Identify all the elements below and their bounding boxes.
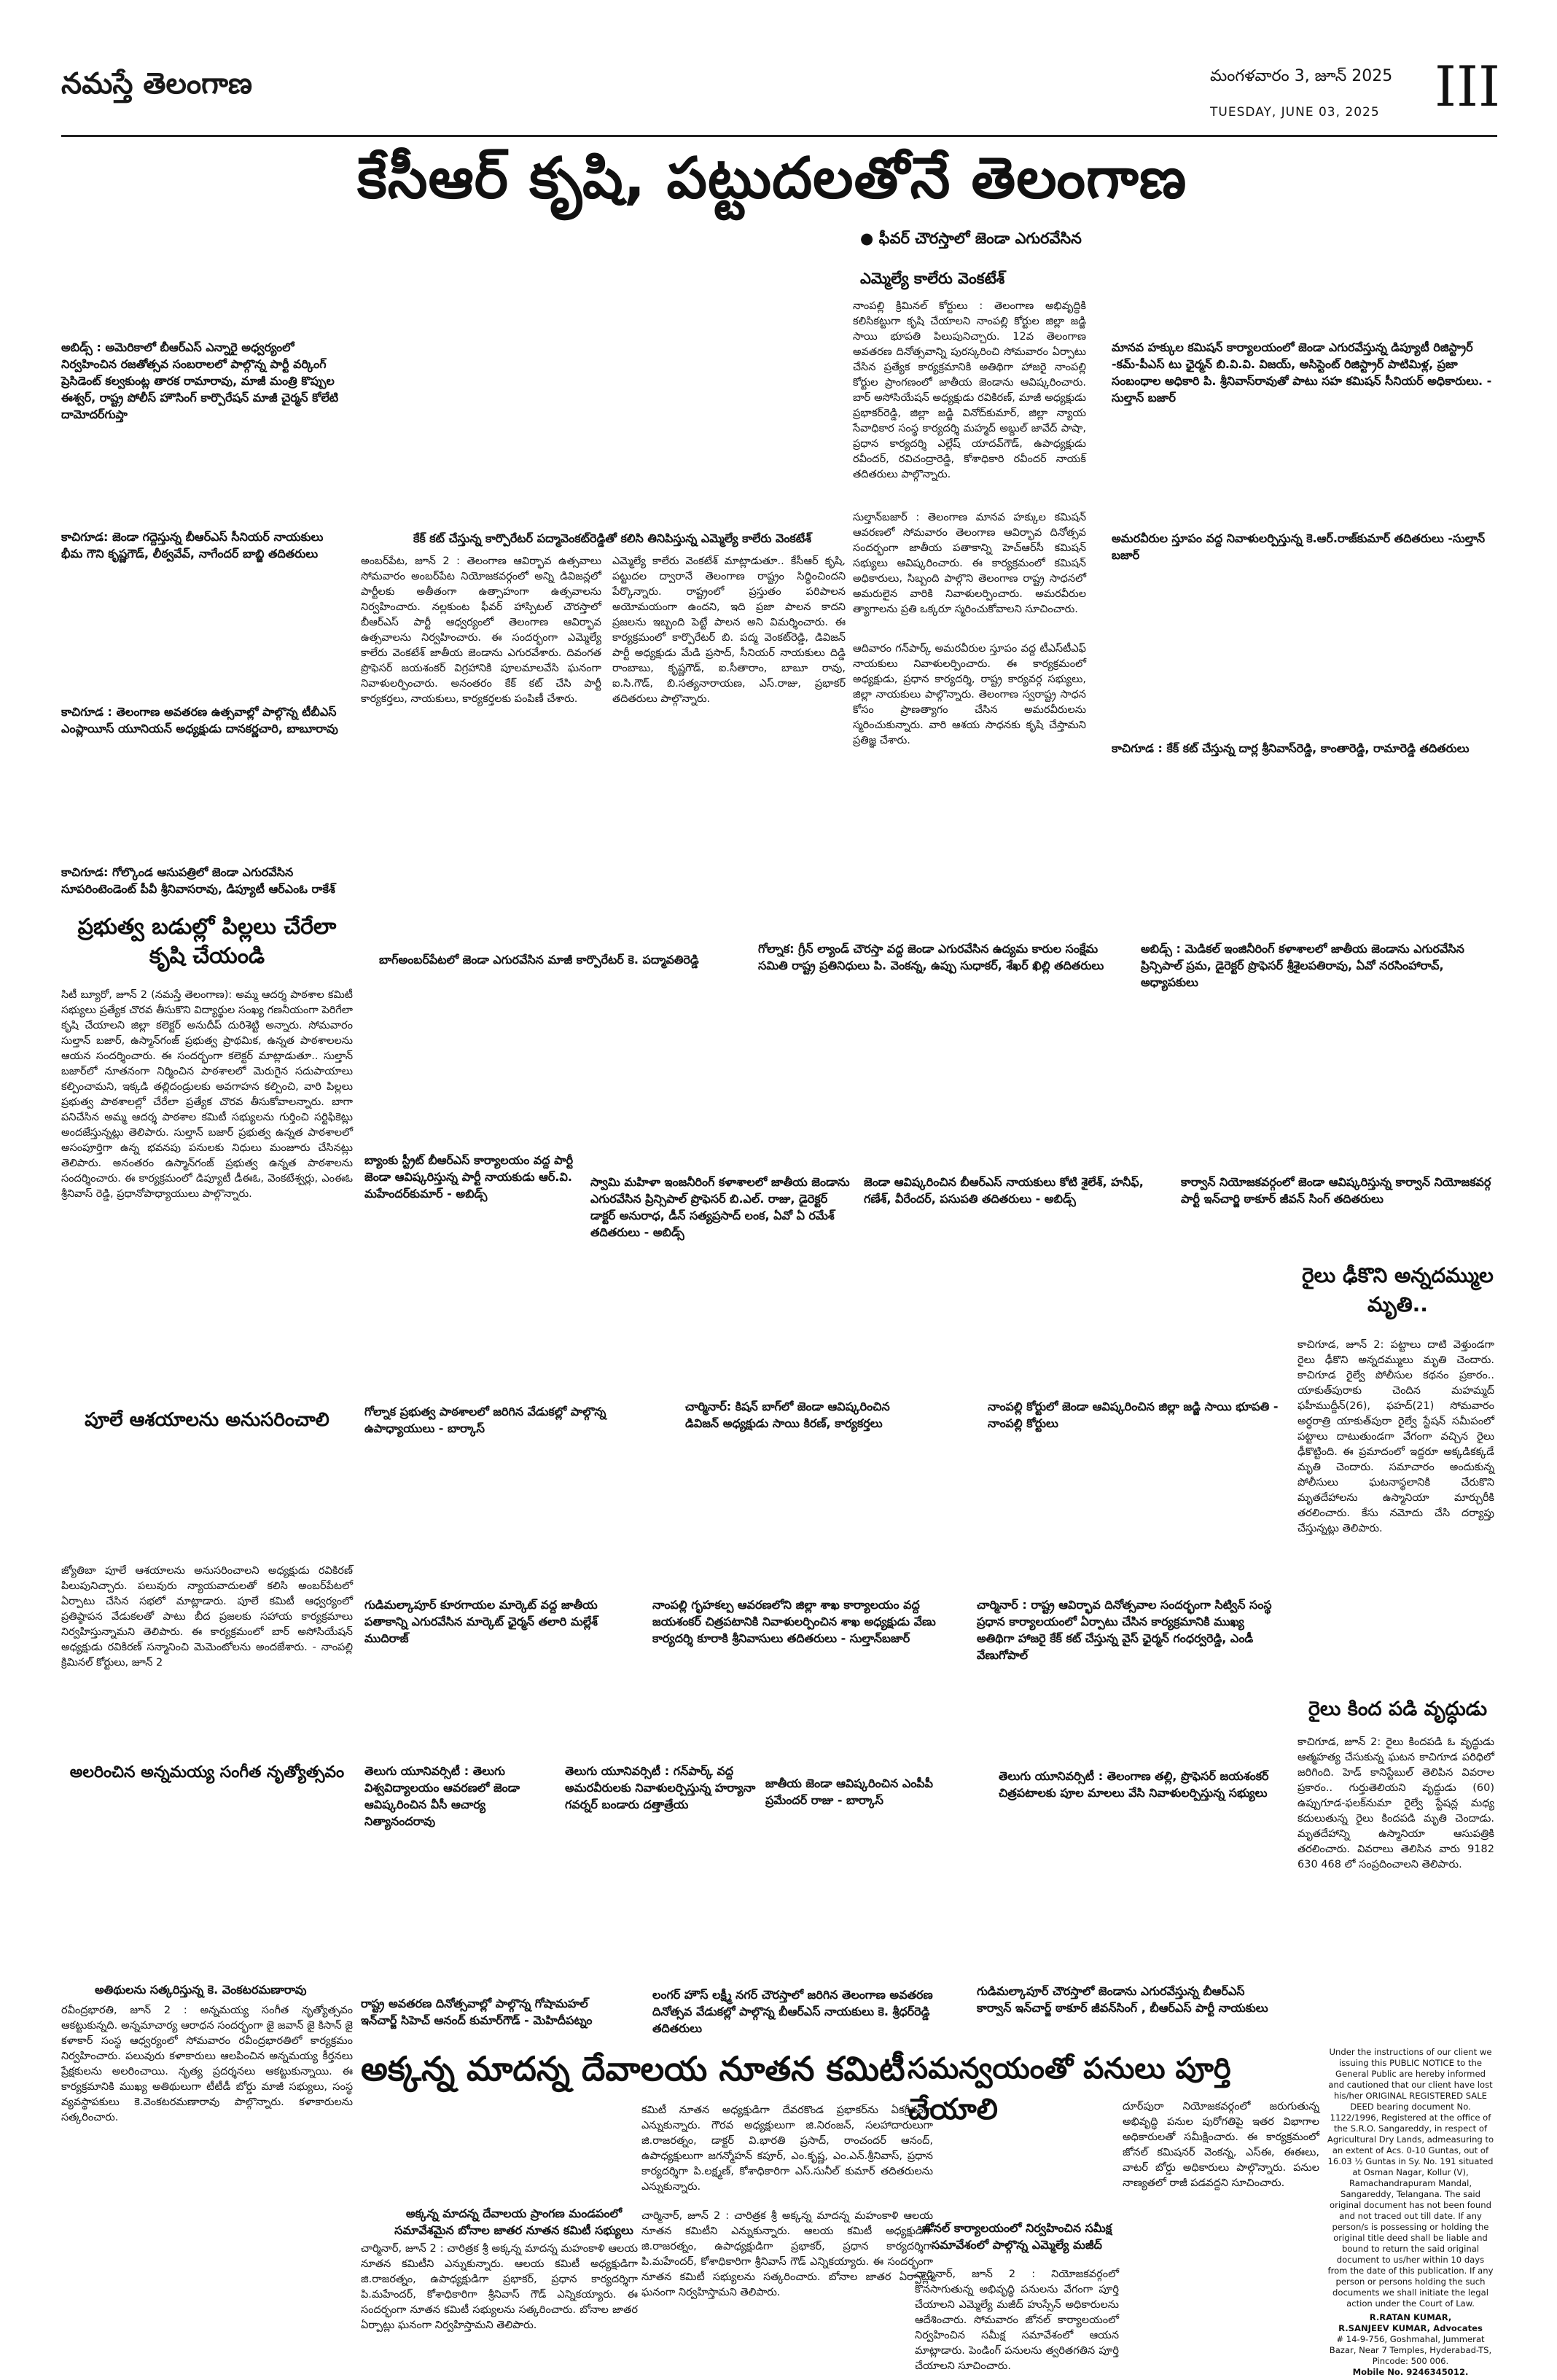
photo-caption: రాష్ట్ర అవతరణ దినోత్సవాల్లో పాల్గొన్న గోషామహల్ ఇన్‌చార్జ్ సిహెచ్ ఆనంద్ కుమార్‌గౌడ్ - మెహిదీపట్నం (361, 1997, 593, 2027)
photo-caption: కాచిగూడ : కేక్ కట్ చేస్తున్న దార్ల శ్రీనివాస్‌రెడ్డి, కాంతారెడ్డి, రామారెడ్డి తదితరులు (1112, 741, 1470, 755)
masthead-rule (61, 135, 1497, 137)
photo-caption: అబిడ్స్ : మెడికల్ ఇంజినీరింగ్ కళాశాలలో జాతీయ జెండాను ఎగురవేసిన ప్రిన్సిపాల్ ప్రమ, డైరెక్టర్ ప్రొఫెసర్ శ్రీశైలపతిరావు, ఏవో నరసింహారావ్, అధ్యాపకులు (1141, 942, 1464, 989)
photo-caption: చార్మినార్: కిషన్ బాగ్‌లో జెండా ఆవిష్కరించిన డివిజన్ అధ్యక్షుడు సాయి కిరణ్, కార్యకర్తలు (685, 1400, 890, 1430)
photo-caption: నాంపల్లి కోర్టులో జెండా ఆవిష్కరించిన జిల్లా జడ్జి సాయి భూపతి - నాంపల్లి కోర్టులు (988, 1400, 1279, 1430)
story-title: రైలు ఢీకొని అన్నదమ్ముల మృతి.. (1302, 1263, 1494, 1316)
story-body: కాచిగూడ, జూన్ 2: రైలు కిందపడి ఓ వృద్ధుడు ఆత్మహత్య చేసుకున్న ఘటన కాచిగూడ పరిధిలో జరిగింది. హెడ్ కానిస్టేబుల్ తెలిపిన వివరాల ప్రకారం.. గుర్తుతెలియని వృద్ధుడు (60) ఉప్పుగూడ-ఫలక్‌నుమా రైల్వే స్టేషన్ల మధ్య కదులుతున్న రైలు కిందపడి మృతి చెందాడు. మృతదేహాన్ని ఉస్మానియా ఆసుపత్రికి తరలించారు. వివరాలు తెలిసిన వారు 9182 630 468 లో సంప్రదించాలని తెలిపారు. (1298, 1736, 1494, 1870)
date-telugu: మంగళవారం 3, జూన్ 2025 (1210, 67, 1393, 85)
top-headline: కేసీఆర్ కృషి, పట్టుదలతోనే తెలంగాణ (357, 146, 1187, 211)
photo-caption: కార్వాన్ నియోజకవర్గంలో జెండా ఆవిష్కరిస్తున్న కార్వాన్ నియోజకవర్గ పార్టీ ఇన్‌చార్జి ఠాకూర్ జీవన్ సింగ్ తదితరులు (1181, 1175, 1491, 1206)
top-story-body: నాంపల్లి క్రిమినల్ కోర్టులు : తెలంగాణ అభివృద్ధికి కలిసికట్టుగా కృషి చేయాలని నాంపల్లి కోర్టుల జిల్లా జడ్జి సాయి భూపతి పిలుపునిచ్చారు. 12వ తెలంగాణ అవతరణ దినోత్సవాన్ని పురస్కరించి సోమవారం ఏర్పాటు చేసిన ప్రత్యేక కార్యక్రమానికి అతిథిగా హాజరై నాంపల్లి కోర్టుల ప్రాంగణంలో జాతీయ జెండాను ఆవిష్కరించారు. బార్ అసోసియేషన్ అధ్యక్షుడు రవికిరణ్, మాజీ అధ్యక్షుడు ప్రభాకర్‌రెడ్డి, జిల్లా జడ్జి వినోద్‌కుమార్, జిల్లా న్యాయ సేవాధికార సంస్థ కార్యదర్శి మహ్మద్ అబ్దుల్ జావేద్ పాషా, ప్రధాన కార్యదర్శి ఎల్లేష్ యాదవ్‌గౌడ్, ఉపాధ్యక్షుడు రవీందర్, రవిచంద్రారెడ్డి, కోశాధికారి రవీందర్ నాయక్ తదితరులు పాల్గొన్నారు. (853, 300, 1086, 480)
photo-caption: బాగ్‌అంబర్‌పేటలో జెండా ఎగురవేసిన మాజీ కార్పొరేటర్ కె. పద్మావతిరెడ్డి (379, 953, 699, 967)
photo-caption: జెండా ఆవిష్కరించిన బీఆర్‌ఎస్ నాయకులు కోటి శైలేశ్, హనీఫ్, గణేశ్, వీరేందర్, పసుపతి తదితరులు - అబిడ్స్ (864, 1175, 1144, 1206)
photo-caption: నాంపల్లి గృహకల్ప ఆవరణలోని జిల్లా శాఖ కార్యాలయం వద్ద జయశంకర్ చిత్రపటానికి నివాళులర్పించిన శాఖ అధ్యక్షుడు వేణు కార్యదర్శి కూరాకి శ్రీనివాసులు తదితరులు - సుల్తాన్‌బజార్ (652, 1598, 936, 1645)
photo-caption: మానవ హక్కుల కమిషన్ కార్యాలయంలో జెండా ఎగురవేస్తున్న డిప్యూటీ రిజిస్ట్రార్ -కమ్-పీఎస్ టు ఛైర్మన్ బి.వి.వి. విజయ్, అసిస్టెంట్ రిజిస్ట్రార్ పాటిమిళ్ల, ప్రజా సంబంధాల అధికారి పి. శ్రీనివాస్‌రావుతో పాటు సహ కమిషన్ సీనియర్ అధికారులు. - సుల్తాన్ బజార్ (1112, 340, 1492, 405)
legal-notice-signatory: R.SANJEEV KUMAR, Advocates (1338, 2323, 1483, 2333)
story-body: కమిటీ నూతన అధ్యక్షుడిగా దేవరకొండ ప్రభాకర్‌ను ఏకగ్రీవంగా ఎన్నుకున్నారు. గౌరవ అధ్యక్షులుగా జి.నిరంజన్, సలహాదారులుగా జి.రాజరత్నం, డాక్టర్ వి.భారతి ప్రసాద్, రాంచందర్ ఆనంద్, ఉపాధ్యక్షులుగా జగన్మోహన్ కపూర్, ఎం.కృష్ణ, ఎం.ఎన్.శ్రీనివాస్, ప్రధాన కార్యదర్శిగా పి.లక్ష్మణ్, కోశాధికారిగా ఎస్.సునీల్ కుమార్ తదితరులను ఎన్నుకున్నారు. (641, 2104, 933, 2193)
photo-caption: కేక్ కట్ చేస్తున్న కార్పొరేటర్ పద్మావెంకట్‌రెడ్డితో కలిసి తినిపిస్తున్న ఎమ్మెల్యే కాలేరు వెంకటేశ్ (413, 531, 811, 545)
story-title: అలరించిన అన్నమయ్య సంగీత నృత్యోత్సవం (69, 1763, 345, 1782)
photo-caption: కాచిగూడ: గోల్కొండ ఆసుపత్రిలో జెండా ఎగురవేసిన సూపరింటెండెంట్ పీవీ శ్రీనివాసరావు, డిప్యూటీ ఆర్‌ఎంఓ రాకేశ్ (61, 865, 335, 896)
photo-caption: అమరవీరుల స్తూపం వద్ద నివాళులర్పిస్తున్న కె.ఆర్.రాజ్‌కుమార్ తదితరులు -సుల్తాన్ బజార్ (1112, 531, 1486, 562)
top-story-body: ఎమ్మెల్యే కాలేరు వెంకటేశ్ మాట్లాడుతూ.. కేసీఆర్ కృషి, పట్టుదల ద్వారానే తెలంగాణ రాష్ట్రం సిద్ధించిందని పేర్కొన్నారు. రాష్ట్రంలో ప్రస్తుతం పరిపాలన అయోమయంగా ఉందని, ఇది ప్రజా పాలన కాదని ప్రజలను ఇబ్బంది పెట్టే పాలన అని విమర్శించారు. ఈ కార్యక్రమంలో కార్పొరేటర్ బి. పద్మ వెంకట్‌రెడ్డి, డివిజన్ పార్టీ అధ్యక్షుడు మేడి ప్రసాద్, సీనియర్ నాయకులు దిడ్డి రాంబాబు, కృష్ణగౌడ్, ఐ.సీతారాం, బాబూ రావు, ఐ.సి.గౌడ్, బి.సత్యనారాయణ, ఎస్.రాజు, ప్రభాకర్ తదితరులు పాల్గొన్నారు. (612, 555, 846, 705)
top-story-body: అంబర్‌పేట, జూన్ 2 : తెలంగాణ ఆవిర్భావ ఉత్సవాలు సోమవారం అంబర్‌పేట నియోజకవర్గంలో అన్ని డివిజన్లలో పార్టీలకు అతీతంగా ఉత్సాహంగా ఉత్సవాలను నిర్వహించారు. నల్లకుంట ఫీవర్ హాస్పిటల్ చౌరస్తాలో బీఆర్‌ఎస్ పార్టీ ఆధ్వర్యంలో తెలంగాణ ఆవిర్భావ ఉత్సవాలను నిర్వహించారు. ఈ సందర్భంగా ఎమ్మెల్యే కాలేరు వెంకటేశ్ జాతీయ జెండాను ఎగురవేశారు. దివంగత ప్రొఫెసర్ జయశంకర్ విగ్రహానికి పూలమాలవేసి ఘనంగా నివాళులర్పించారు. అనంతరం కేక్ కట్ చేసి పార్టీ కార్యకర్తలు, నాయకులు, కార్యకర్తలకు పంపిణీ చేశారు. (361, 555, 601, 705)
photo-caption: అబిడ్స్ : అమెరికాలో బీఆర్‌ఎస్ ఎన్నారై అధ్వర్యంలో నిర్వహించిన రజతోత్సవ సంబరాలలో పాల్గొన్న పార్టీ వర్కింగ్ ప్రెసిడెంట్ కల్వకుంట్ల తారక రామారావు, మాజీ మంత్రి కొప్పుల ఈశ్వర్, రాష్ట్ర పోలీస్ హౌసింగ్ కార్పొరేషన్ మాజీ చైర్మన్ కోలేటి దామోదర్‌గుప్తా (61, 340, 339, 421)
legal-notice-text: Under the instructions of our client we issuing this PUBLIC NOTICE to the General Public are hereby informed and cautioned that our client have lost his/her ORIGINAL REGISTERED SALE DEED bearing document No. 1122/1996, Registered at the office of the S.R.O. Sangareddy, in respect of Agricultural Dry Lands, admeasuring to an extent of Acs. 0-10 Guntas, out of 16.03 ½ Guntas in Sy. No. 191 situated at Osman Nagar, Kollur (V), Ramachandrapuram Mandal, Sangareddy, Telangana. The said original document has not been found and not traced out till date. If any person/s is possessing or holding the original title deed shall be liable and bound to return the said original document to us/her within 10 days from the date of this publication. If any person or persons holding the such documents we shall initiate the legal action under the Court of Law. (1327, 2047, 1494, 2309)
story-title: రైలు కింద పడి వృద్ధుడు (1308, 1698, 1488, 1720)
photo-caption: గుడిమల్కాపూర్ చౌరస్తాలో జెండాను ఎగురవేస్తున్న బీఆర్‌ఎస్ కార్వాన్ ఇన్‌చార్జ్ ఠాకూర్ జీవన్‌సింగ్ , బీఆర్‌ఎస్ పార్టీ నాయకులు (977, 1984, 1268, 2015)
legal-notice-signatory: R.RATAN KUMAR, (1369, 2312, 1452, 2322)
top-story-body: సుల్తాన్‌బజార్ : తెలంగాణ మానవ హక్కుల కమిషన్ ఆవరణలో సోమవారం తెలంగాణ ఆవిర్భావ దినోత్సవ సందర్భంగా జాతీయ పతాకాన్ని హెచ్‌ఆర్‌సీ కమిషన్ సభ్యులు ఆవిష్కరించారు. ఈ కార్యక్రమంలో కమిషన్ అధికారులు, సిబ్బంది పాల్గొని తెలంగాణ రాష్ట్ర సాధనలో అమరులైన వారికి నివాళులర్పించారు. అమరవీరుల త్యాగాలను ప్రతి ఒక్కరూ స్మరించుకోవాలని సూచించారు. (853, 512, 1086, 615)
story-body: కాచిగూడ, జూన్ 2: పట్టాలు దాటి వెళ్తుండగా రైలు ఢీకొని అన్నదమ్ములు మృతి చెందారు. కాచిగూడ రైల్వే పోలీసుల కథనం ప్రకారం.. యాకుత్‌పురాకు చెందిన మహమ్మద్ ఫహీముద్దీన్(26), ఫహద్(21) సోమవారం అర్ధరాత్రి యాకుత్‌పురా రైల్వే స్టేషన్ సమీపంలో పట్టాలు దాటుతుండగా వేగంగా వచ్చిన రైలు ఢీకొట్టింది. ఈ ప్రమాదంలో ఇద్దరూ అక్కడికక్కడే మృతి చెందారు. సమాచారం అందుకున్న పోలీసులు ఘటనాస్థలానికి చేరుకొని మృతదేహాలను ఉస్మానియా మార్చురీకి తరలించారు. కేసు నమోదు చేసి దర్యాప్తు చేస్తున్నట్లు తెలిపారు. (1298, 1339, 1494, 1534)
photo-caption: తెలుగు యూనివర్సిటీ : గన్‌పార్క్ వద్ద అమరవీరులకు నివాళులర్పిస్తున్న హర్యానా గవర్నర్ బండారు దత్తాత్రేయ (565, 1764, 756, 1811)
story-body: దూర్‌పురా నియోజకవర్గంలో జరుగుతున్న అభివృద్ధి పనుల పురోగతిపై ఇతర విభాగాల అధికారులతో సమీక్షించారు. ఈ కార్యక్రమంలో జోనల్ కమిషనర్ వెంకన్న, ఎస్‌ఈ, ఈఈలు, వాటర్ బోర్డు అధికారులు పాల్గొన్నారు. పనుల నాణ్యతలో రాజీ పడవద్దని సూచించారు. (1123, 2101, 1319, 2189)
photo-caption: గోల్నాక: గ్రీన్ ల్యాండ్ చౌరస్తా వద్ద జెండా ఎగురవేసిన ఉద్యమ కారుల సంక్షేమ సమితి రాష్ట్ర ప్రతినిధులు పి. వెంకన్న, ఉప్పు సుధాకర్, శేఖర్ ఖిల్లి తదితరులు (758, 942, 1104, 972)
headline-bullet: ● ఫీవర్ చౌరస్తాలో జెండా ఎగురవేసిన (860, 230, 1082, 247)
story-title: అక్కన్న మాదన్న దేవాలయ నూతన కమిటీ (361, 2049, 905, 2088)
photo-caption: తెలుగు యూనివర్సిటీ : తెలంగాణ తల్లి, ప్రొఫెసర్ జయశంకర్ చిత్రపటాలకు పూల మాలలు వేసి నివాళులర్పిస్తున్న సభ్యులు (999, 1769, 1269, 1800)
photo-caption: స్వామి మహిళా ఇంజనీరింగ్ కళాశాలలో జాతీయ జెండాను ఎగురవేసిన ప్రిన్సిపాల్ ప్రొఫెసర్ బి.ఎల్. రాజు, డైరెక్టర్ డాక్టర్ అనురాధ, డీన్ సత్యప్రసాద్ లంక, ఏవో ఏ రమేశ్ తదితరులు - అబిడ్స్ (590, 1175, 850, 1239)
photo-caption: అతిథులను సత్కరిస్తున్న కె. వెంకటరమణారావు (95, 1983, 307, 1997)
photo-caption: జాతీయ జెండా ఆవిష్కరించిన ఎంపీపీ ప్రమేందర్ రాజు - బార్కాస్ (765, 1776, 934, 1807)
photo-caption: లంగర్ హౌస్ లక్ష్మీ నగర్ చౌరస్తాలో జరిగిన తెలంగాణ అవతరణ దినోత్సవ వేడుకల్లో పాల్గొన్న బీఆర్‌ఎస్ నాయకులు కె. శ్రీధర్‌రెడ్డి తదితరులు (652, 1988, 933, 2035)
newspaper-masthead: నమస్తే తెలంగాణ (61, 67, 253, 101)
story-body: చార్మినార్, జూన్ 2 : నియోజకవర్గంలో కొనసాగుతున్న అభివృద్ధి పనులను వేగంగా పూర్తి చేయాలని ఎమ్మెల్యే మజీద్ హుస్సేన్ అధికారులను ఆదేశించారు. సోమవారం జోనల్ కార్యాలయంలో నిర్వహించిన సమీక్ష సమావేశంలో ఆయన మాట్లాడారు. పెండింగ్ పనులను త్వరితగతిన పూర్తి చేయాలని సూచించారు. (915, 2268, 1119, 2372)
legal-notice-mobile: Mobile No. 9246345012. (1352, 2367, 1469, 2377)
photo-caption: కాచిగూడ: జెండా గద్దెస్తున్న బీఆర్‌ఎస్ సీనియర్ నాయకులు భీమ గౌని కృష్ణగౌడ్, లీఠ్వవేవ్, నాగేందర్ బాబ్జి తదితరులు (61, 530, 324, 561)
photo-caption: అక్కన్న మాదన్న దేవాలయ ప్రాంగణ మండపంలో సమావేశమైన బోనాల జాతర నూతన కమిటీ సభ్యులు (394, 2207, 633, 2237)
photo-caption: కాచిగూడ : తెలంగాణ అవతరణ ఉత్సవాల్లో పాల్గొన్న టీబీఎస్ ఎంప్లాయీస్ యూనియన్ అధ్యక్షుడు దానకర్ణచారి, బాబూరావు (61, 705, 338, 736)
top-story-body: ఆదివారం గన్‌పార్క్ అమరవీరుల స్తూపం వద్ద టీఎస్‌టీఎఫ్ నాయకులు నివాళులర్పించారు. ఈ కార్యక్రమంలో అధ్యక్షుడు, ప్రధాన కార్యదర్శి, రాష్ట్ర కార్యవర్గ సభ్యులు, జిల్లా నాయకులు పాల్గొన్నారు. తెలంగాణ స్వరాష్ట్ర సాధన కోసం ప్రాణత్యాగం చేసిన అమరవీరులను స్మరించుకున్నారు. వారి ఆశయ సాధనకు కృషి చేస్తామని ప్రతిజ్ఞ చేశారు. (853, 643, 1086, 746)
story-title: సమన్వయంతో పనులు పూర్తి చేయాలి (908, 2052, 1231, 2126)
photo-caption: తెలుగు యూనివర్సిటీ : తెలుగు విశ్వవిద్యాలయం ఆవరణలో జెండా ఆవిష్కరించిన వీసీ ఆచార్య నిత్యానందరావు (364, 1764, 520, 1828)
photo-caption: జోనల్ కార్యాలయంలో నిర్వహించిన సమీక్ష సమావేశంలో పాల్గొన్న ఎమ్మెల్యే మజీద్ (921, 2221, 1112, 2252)
story-body: చార్మినార్, జూన్ 2 : చారిత్రక శ్రీ అక్కన్న మాదన్న మహంకాళి ఆలయ నూతన కమిటీని ఎన్నుకున్నారు. ఆలయ కమిటీ అధ్యక్షుడిగా జి.రాజరత్నం, ఉపాధ్యక్షుడిగా ప్రభాకర్, ప్రధాన కార్యదర్శిగా పి.మహేందర్, కోశాధికారిగా శ్రీనివాస్ గౌడ్ ఎన్నికయ్యారు. ఈ సందర్భంగా నూతన కమిటీ సభ్యులను సత్కరించారు. బోనాల జాతర ఏర్పాట్లు ఘనంగా నిర్వహిస్తామని తెలిపారు. (641, 2210, 933, 2298)
photo-caption: గుడిమల్కాపూర్ కూరగాయల మార్కెట్ వద్ద జాతీయ పతాకాన్ని ఎగురవేసిన మార్కెట్ ఛైర్మన్ తలారి మల్లేశ్ ముదిరాజ్ (364, 1598, 598, 1645)
photo-caption: గోల్నాక ప్రభుత్వ పాఠశాలలో జరిగిన వేడుకల్లో పాల్గొన్న ఉపాధ్యాయులు - బార్కాస్ (364, 1405, 606, 1435)
story-body: సిటీ బ్యూరో, జూన్ 2 (నమస్తే తెలంగాణ): అమ్మ ఆదర్శ పాఠశాల కమిటీ సభ్యులు ప్రత్యేక చొరవ తీసుకొని విద్యార్థుల సంఖ్య గణనీయంగా పెరిగేలా కృషి చేయాలని జిల్లా కలెక్టర్ అనుదీప్ దురిశెట్టి అన్నారు. సోమవారం సుల్తాన్ బజార్, ఉస్మాన్‌గంజ్ ప్రభుత్వ ప్రాథమిక, ఉన్నత పాఠశాలలను ఆయన సందర్శించారు. ఈ సందర్భంగా కలెక్టర్ మాట్లాడుతూ.. సుల్తాన్ బజార్‌లో నూతనంగా నిర్మించిన పాఠశాలలో మెరుగైన సదుపాయాలు కల్పించామని, ఇక్కడి తల్లిదండ్రులకు అవగాహన కల్పించి, వారి పిల్లలు ప్రభుత్వ పాఠశాలల్లో చేరేలా ప్రత్యేక చొరవ తీసుకోవాలన్నారు. బాగా పనిచేసిన అమ్మ ఆదర్శ పాఠశాల కమిటీ సభ్యులను గుర్తించి సర్టిఫికెట్లు అందజేస్తున్నట్లు తెలిపారు. సుల్తాన్ బజార్ ప్రభుత్వ ఉన్నత పాఠశాలలో అసంపూర్తిగా ఉన్న భవనపు పనులకు నిధులు మంజూరు చేసినట్లు తెలిపారు. అనంతరం ఉస్మాన్‌గంజ్ ప్రభుత్వ ఉన్నత పాఠశాలను సందర్శించారు. ఈ కార్యక్రమంలో డిప్యూటీ డీఈఓ, వెంకటేశ్వర్లు, ఎంఈఓ శ్రీనివాస్ రెడ్డి, ప్రధానోపాధ్యాయులు పాల్గొన్నారు. (61, 989, 353, 1200)
story-title: ప్రభుత్వ బడుల్లో పిల్లలు చేరేలా కృషి చేయండి (77, 914, 337, 969)
headline-bullet-line2: ఎమ్మెల్యే కాలేరు వెంకటేశ్ (860, 270, 1005, 287)
photo-caption: చార్మినార్ : రాష్ట్ర ఆవిర్భావ దినోత్సవాల సందర్భంగా సిట్విన్ సంస్థ ప్రధాన కార్యాలయంలో ఏర్పాటు చేసిన కార్యక్రమానికి ముఖ్య అతిథిగా హాజరై కేక్ కట్ చేస్తున్న వైస్ ఛైర్మన్ గంధర్వరెడ్డి, ఎండీ వేణుగోపాల్ (977, 1598, 1272, 1662)
story-body: చార్మినార్, జూన్ 2 : చారిత్రక శ్రీ అక్కన్న మాదన్న మహంకాళి ఆలయ నూతన కమిటీని ఎన్నుకున్నారు. ఆలయ కమిటీ అధ్యక్షుడిగా జి.రాజరత్నం, ఉపాధ్యక్షుడిగా ప్రభాకర్, ప్రధాన కార్యదర్శిగా పి.మహేందర్, కోశాధికారిగా శ్రీనివాస్ గౌడ్ ఎన్నికయ్యారు. ఈ సందర్భంగా నూతన కమిటీ సభ్యులను సత్కరించారు. బోనాల జాతర ఏర్పాట్లు ఘనంగా నిర్వహిస్తామని తెలిపారు. (361, 2243, 638, 2331)
story-body: రవీంద్రభారతి, జూన్ 2 : అన్నమయ్య సంగీత నృత్యోత్సవం ఆకట్టుకున్నది. అన్నమాచార్య ఆరాధన సందర్భంగా జై జవాన్ జై కిసాన్ జై కళాకార్ సంస్థ ఆధ్వర్యంలో సోమవారం రవీంద్రభారతిలో కార్యక్రమం నిర్వహించారు. పలువురు కళాకారులు ఆలపించిన అన్నమయ్య కీర్తనలు ప్రేక్షకులను అలరించాయి. నృత్య ప్రదర్శనలు ఆకట్టుకున్నాయి. ఈ కార్యక్రమానికి ముఖ్య అతిథులుగా టీటీడీ బోర్డు మాజీ సభ్యులు, సంస్థ వ్యవస్థాపకులు కె.వెంకటరమణారావు పాల్గొన్నారు. కళాకారులను సత్కరించారు. (61, 2005, 353, 2123)
photo-caption: బ్యాంకు స్ట్రీట్ బీఆర్‌ఎస్ కార్యాలయం వద్ద పార్టీ జెండా ఆవిష్కరిస్తున్న పార్టీ నాయకుడు ఆర్.వి. మహేందర్‌కుమార్ - అబిడ్స్ (364, 1153, 574, 1201)
legal-notice-address: # 14-9-756, Goshmahal, Jummerat Bazar, Near 7 Temples, Hyderabad-TS, Pincode: 500 006. (1329, 2334, 1492, 2366)
story-title: పూలే ఆశయాలను అనుసరించాలి (85, 1409, 329, 1431)
page-number: III (1435, 54, 1501, 119)
story-body: జ్యోతిబా పూలే ఆశయాలను అనుసరించాలని అధ్యక్షుడు రవికిరణ్ పిలుపునిచ్చారు. పలువురు న్యాయవాదులతో కలిసి అంబర్‌పేటలో ఏర్పాటు చేసిన సభలో మాట్లాడారు. పూలే కమిటీ ఆధ్వర్యంలో ప్రతిష్ఠాపన వేడుకలతో పాటు బీద ప్రజలకు సహాయ కార్యక్రమాలు నిర్వహిస్తున్నామని తెలిపారు. ఈ కార్యక్రమంలో బార్ అసోసియేషన్ అధ్యక్షుడు రవికిరణ్ సన్మానించి మెమెంటోలను అందజేశారు. - నాంపల్లి క్రిమినల్ కోర్టులు, జూన్ 2 (61, 1565, 353, 1669)
date-english: TUESDAY, JUNE 03, 2025 (1210, 105, 1380, 120)
legal-notice (1327, 2047, 1494, 2378)
